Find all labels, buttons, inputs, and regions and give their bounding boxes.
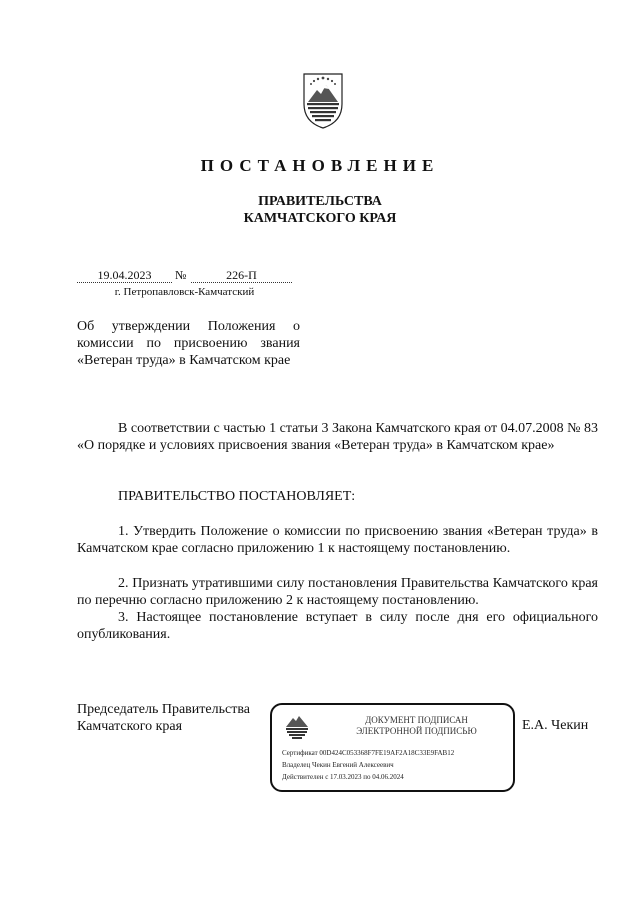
stamp-validity: Действителен с 17.03.2023 по 04.06.2024 bbox=[282, 773, 404, 781]
preamble-paragraph: В соответствии с частью 1 статьи 3 Закона Камчатского края от 04.07.2008 № 83 «О порядке и условиях присвоения звания «Ветеран труда» в Камчатском крае» bbox=[77, 421, 598, 453]
resolution-item-2: 2. Признать утратившими силу постановления Правительства Камчатского края по перечню согласно приложению 2 к настоящему постановлению. bbox=[77, 576, 598, 608]
document-date: 19.04.2023 bbox=[77, 268, 172, 283]
issuer-line-2: КАМЧАТСКОГО КРАЯ bbox=[243, 211, 397, 226]
electronic-signature-stamp bbox=[270, 703, 515, 792]
city-of-issue: г. Петропавловск-Камчатский bbox=[114, 286, 255, 298]
signatory-position-line-2: Камчатского края bbox=[77, 719, 183, 734]
resolution-item-1: 1. Утвердить Положение о комиссии по присвоению звания «Ветеран труда» в Камчатском крае согласно приложению 1 к настоящему постановлению. bbox=[77, 524, 598, 556]
resolution-item-3: 3. Настоящее постановление вступает в силу после дня его официального опубликования. bbox=[77, 610, 598, 642]
resolves-heading: ПРАВИТЕЛЬСТВО ПОСТАНОВЛЯЕТ: bbox=[118, 489, 356, 504]
signatory-position bbox=[77, 701, 277, 735]
signatory-position-line-1: Председатель Правительства bbox=[77, 702, 250, 717]
number-sign: № bbox=[175, 268, 187, 282]
signatory-name: Е.А. Чекин bbox=[522, 718, 589, 733]
document-type-title: ПОСТАНОВЛЕНИЕ bbox=[200, 156, 440, 175]
document-subject: Об утверждении Положения о комиссии по присвоению звания «Ветеран труда» в Камчатском крае bbox=[77, 319, 300, 368]
stamp-owner: Владелец Чекин Евгений Алексеевич bbox=[282, 761, 394, 769]
registration-line bbox=[77, 268, 292, 282]
stamp-certificate: Сертификат 00D424C053368F7FE19AF2A18C33E9FAB12 bbox=[282, 749, 455, 757]
stamp-coat-of-arms-icon bbox=[284, 713, 310, 741]
stamp-title-line-1: ДОКУМЕНТ ПОДПИСАН bbox=[365, 715, 468, 725]
coat-of-arms-icon bbox=[302, 68, 344, 130]
issuer-line-1: ПРАВИТЕЛЬСТВА bbox=[258, 194, 382, 209]
stamp-title-line-2: ЭЛЕКТРОННОЙ ПОДПИСЬЮ bbox=[356, 726, 477, 736]
document-number: 226-П bbox=[191, 268, 292, 283]
stamp-title bbox=[324, 715, 509, 737]
